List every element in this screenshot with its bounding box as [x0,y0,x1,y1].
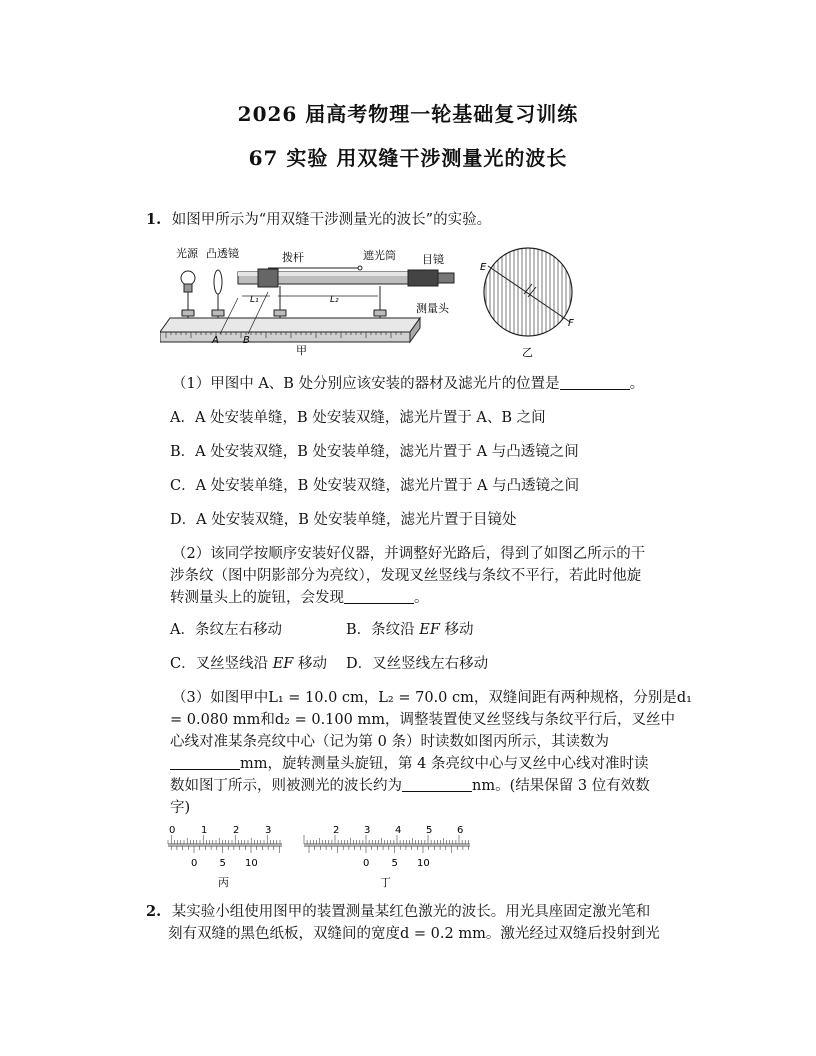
main-scale-label: 5 [426,825,433,836]
blank-2[interactable] [344,589,414,604]
blank-4[interactable] [402,777,472,792]
q1-part2-line1: （2）该同学按顺序安装好仪器，并调整好光路后，得到了如图乙所示的干 [172,546,646,562]
q1-part2-line2: 涉条纹（图中阴影部分为亮纹），发现叉丝竖线与条纹不平行，若此时他旋 [170,568,642,584]
page-title: 2026 届高考物理一轮基础复习训练 [237,102,579,126]
fringe-stripe [558,240,562,350]
caption-ding: 丁 [380,876,391,889]
q2-line2: 刻有双缝的黑色纸板，双缝间的宽度d = 0.2 mm。激光经过双缝后投射到光 [168,926,660,942]
main-scale-label: 4 [395,825,402,836]
vernier-ding [302,824,474,890]
optical-bench [160,318,420,342]
caption-yi: 乙 [522,346,533,359]
q1-p1-option-b: B．A 处安装双缝，B 处安装单缝，滤光片置于 A 与凸透镜之间 [170,444,579,460]
q1-p2-option-b: B．条纹沿 EF 移动 [346,622,474,638]
label-lens: 凸透镜 [206,247,239,260]
vernier-scale-label: 5 [219,858,226,869]
q1-p1-option-c: C．A 处安装单缝，B 处安装双缝，滤光片置于 A 与凸透镜之间 [170,478,580,494]
vernier-scale-label: 0 [363,858,370,869]
blank-1[interactable] [560,375,630,390]
vernier-scale-label: 5 [391,858,398,869]
fringe-stripe [534,240,538,350]
figure-yi [474,240,586,362]
label-A: A [212,335,219,346]
vernier-scale-label: 0 [191,858,198,869]
fringe-stripe [566,240,570,350]
q1-part3-line6: 字) [170,800,191,816]
label-L1: L₁ [250,295,259,305]
main-scale-label: 3 [364,825,371,836]
convex-lens [212,270,224,318]
fringe-stripe [486,240,490,350]
label-eyepiece: 目镜 [422,253,444,266]
q1-p2-option-d: D．叉丝竖线左右移动 [346,656,489,672]
main-scale-label: 0 [169,825,176,836]
q1-number: 1. [146,211,162,228]
q1-part3-line2: = 0.080 mm和d₂ = 0.100 mm，调整装置使叉丝竖线与条纹平行后，叉丝中 [170,712,675,728]
blank-3[interactable] [170,755,240,770]
q1-p1-option-d: D．A 处安装双缝，B 处安装单缝，滤光片置于目镜处 [170,512,517,528]
vernier-scale-label: 10 [245,858,258,869]
label-E: E [480,262,487,273]
q2-line1: 2. 某实验小组使用图甲的装置测量某红色激光的波长。用光具座固定激光笔和 [146,903,651,920]
q1-p2-option-a: A．条纹左右移动 [170,622,282,638]
q1-part3-line4: mm，旋转测量头旋钮，第 4 条亮纹中心与叉丝中心线对准时读 [170,754,648,774]
fringe-stripe [518,240,522,350]
page-subtitle: 67 实验 用双缝干涉测量光的波长 [248,146,568,170]
main-scale-label: 3 [265,825,272,836]
q1-stem-text: 如图甲所示为“用双缝干涉测量光的波长”的实验。 [171,212,492,228]
main-scale-label: 1 [201,825,208,836]
light-source-bulb [181,271,195,318]
label-shade-tube: 遮光筒 [363,249,396,262]
q1-part3-line3: 心线对准某条亮纹中心（记为第 0 条）时读数如图丙所示，其读数为 [170,734,609,750]
main-scale-label: 2 [233,825,240,836]
figure-jia [160,240,470,362]
label-F: F [568,318,574,329]
label-L2: L₂ [330,295,339,305]
fringe-stripe [494,240,498,350]
main-scale-label: 6 [457,825,464,836]
q2-number: 2. [146,903,162,920]
label-lever: 拨杆 [282,251,304,264]
q1-stem [146,210,491,230]
q1-part1-question: （1）甲图中 A、B 处分别应该安装的器材及滤光片的位置是 。 [172,376,645,392]
q1-p1-option-a: A．A 处安装单缝，B 处安装双缝，滤光片置于 A、B 之间 [170,410,546,426]
interference-fringes [486,240,570,350]
vernier-bing [166,824,286,890]
vernier-scale-label: 10 [417,858,430,869]
q1-part3-line5: 数如图丁所示，则被测光的波长约为 nm。(结果保留 3 位有效数 [170,778,650,794]
q1-p2-option-c: C．叉丝竖线沿 EF 移动 [170,656,327,672]
label-measure-head: 测量头 [416,302,449,315]
main-scale-label: 2 [333,825,340,836]
label-light-source: 光源 [176,247,198,260]
q1-part3-line1: （3）如图甲中L₁ = 10.0 cm，L₂ = 70.0 cm，双缝间距有两种规格，分别是d₁ [172,690,692,706]
q1-part2-line3: 转测量头上的旋钮，会发现 。 [170,590,429,606]
caption-jia: 甲 [296,344,307,357]
label-B: B [243,335,250,346]
caption-bing: 丙 [218,876,229,889]
